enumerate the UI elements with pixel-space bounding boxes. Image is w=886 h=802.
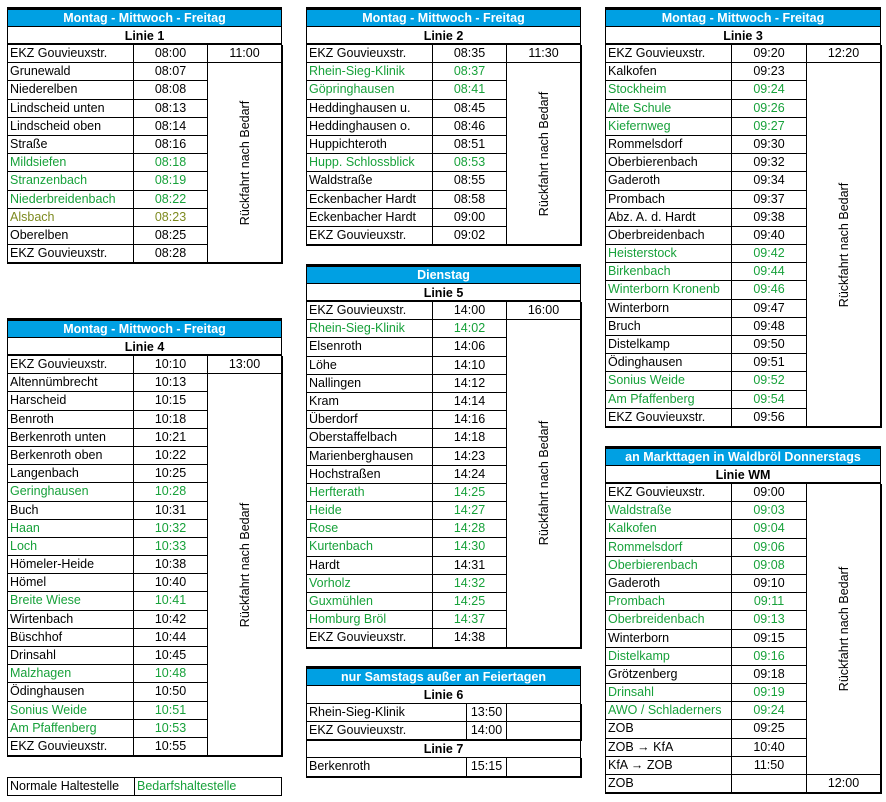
stop-name: Benroth xyxy=(7,411,133,429)
linie-5-table xyxy=(306,302,581,648)
stop-time: 09:50 xyxy=(731,336,806,354)
stop-time: 14:25 xyxy=(432,593,506,611)
stop-time: 14:37 xyxy=(432,611,506,629)
stop-name: Wirtenbach xyxy=(7,611,133,629)
return-on-demand-cell xyxy=(506,320,581,648)
return-time: 16:00 xyxy=(506,302,581,320)
stop-name: Alte Schule xyxy=(605,100,731,118)
stop-name: Vorholz xyxy=(306,575,432,593)
stop-name: Berkenroth unten xyxy=(7,429,133,447)
linie-1-title: Linie 1 xyxy=(7,27,282,45)
stop-time: 14:12 xyxy=(432,375,506,393)
stop-name: Loch xyxy=(7,538,133,556)
stop-name: Elsenroth xyxy=(306,338,432,356)
stop-name: Niederbreidenbach xyxy=(7,191,133,209)
stop-name: Kalkofen xyxy=(605,520,731,538)
return-time: 11:30 xyxy=(506,45,581,63)
stop-time: 10:48 xyxy=(133,665,207,683)
empty-cell xyxy=(506,758,581,776)
stop-name: Rommelsdorf xyxy=(605,136,731,154)
stop-name: Drinsahl xyxy=(7,647,133,665)
empty-cell xyxy=(506,722,581,740)
return-on-demand-cell xyxy=(506,63,581,245)
stop-name: Lindscheid oben xyxy=(7,118,133,136)
stop-name: Alsbach xyxy=(7,209,133,227)
stop-time: 10:21 xyxy=(133,429,207,447)
stop-name: Grötzenberg xyxy=(605,666,731,684)
stop-name: Kram xyxy=(306,393,432,411)
stop-time: 10:45 xyxy=(133,647,207,665)
empty-cell xyxy=(506,704,581,722)
stop-time: 10:33 xyxy=(133,538,207,556)
linie-4-title: Linie 4 xyxy=(7,338,282,356)
linie-1-header: Montag - Mittwoch - Freitag xyxy=(7,7,282,27)
stop-name: Malzhagen xyxy=(7,665,133,683)
stop-time: 10:53 xyxy=(133,720,207,738)
stop-time: 09:00 xyxy=(731,484,806,502)
stop-name: Marienberghausen xyxy=(306,448,432,466)
stop-time: 09:11 xyxy=(731,593,806,611)
stop-name: Herfterath xyxy=(306,484,432,502)
linie-3-title: Linie 3 xyxy=(605,27,881,45)
stop-name: EKZ Gouvieuxstr. xyxy=(605,484,731,502)
stop-time: 08:28 xyxy=(133,245,207,263)
stop-time: 14:18 xyxy=(432,429,506,447)
linie-3-block xyxy=(605,7,881,427)
linie-6-table xyxy=(306,704,581,740)
stop-name: Prombach xyxy=(605,191,731,209)
stop-name: Geringhausen xyxy=(7,483,133,501)
linie-4-table xyxy=(7,356,282,756)
stop-name: Stockheim xyxy=(605,81,731,99)
stop-time xyxy=(731,775,806,793)
stop-name: Winterborn xyxy=(605,300,731,318)
return-on-demand-text: Rückfahrt nach Bedarf xyxy=(536,421,551,546)
stop-name: Winterborn Kronenb xyxy=(605,281,731,299)
stop-time: 09:24 xyxy=(731,702,806,720)
table-row xyxy=(306,302,581,320)
stop-name: Rommelsdorf xyxy=(605,539,731,557)
stop-name: Waldstraße xyxy=(306,172,432,190)
return-on-demand-cell xyxy=(207,374,282,756)
stop-name: Ödinghausen xyxy=(605,354,731,372)
stop-name: Oberbreidenbach xyxy=(605,611,731,629)
stop-name: Gaderoth xyxy=(605,575,731,593)
stop-time: 09:10 xyxy=(731,575,806,593)
stop-time: 09:48 xyxy=(731,318,806,336)
linie-wm-block xyxy=(605,446,881,793)
stop-name: Heddinghausen o. xyxy=(306,118,432,136)
stop-time: 09:25 xyxy=(731,720,806,738)
stop-time: 14:00 xyxy=(432,302,506,320)
stop-time: 11:50 xyxy=(731,757,806,775)
stop-time: 09:38 xyxy=(731,209,806,227)
stop-name: EKZ Gouvieuxstr. xyxy=(7,45,133,63)
stop-name: Eckenbacher Hardt xyxy=(306,191,432,209)
stop-time: 09:42 xyxy=(731,245,806,263)
stop-name: Heddinghausen u. xyxy=(306,100,432,118)
stop-name: Niederelben xyxy=(7,81,133,99)
stop-time: 08:41 xyxy=(432,81,506,99)
stop-time: 10:10 xyxy=(133,356,207,374)
stop-name: Grunewald xyxy=(7,63,133,81)
stop-time: 09:46 xyxy=(731,281,806,299)
linie-5-header: Dienstag xyxy=(306,264,581,284)
stop-time: 09:54 xyxy=(731,391,806,409)
stop-name: EKZ Gouvieuxstr. xyxy=(306,629,432,647)
stop-time: 08:19 xyxy=(133,172,207,190)
stop-time: 10:18 xyxy=(133,411,207,429)
stop-time: 08:51 xyxy=(432,136,506,154)
stop-time: 09:23 xyxy=(731,63,806,81)
stop-name: Breite Wiese xyxy=(7,592,133,610)
stop-name: EKZ Gouvieuxstr. xyxy=(605,45,731,63)
stop-time: 09:37 xyxy=(731,191,806,209)
stop-name: ZOB xyxy=(605,720,731,738)
stop-name: Rhein-Sieg-Klinik xyxy=(306,320,432,338)
stop-time: 09:27 xyxy=(731,118,806,136)
stop-name: Hömel xyxy=(7,574,133,592)
stop-name: EKZ Gouvieuxstr. xyxy=(7,356,133,374)
stop-time: 09:47 xyxy=(731,300,806,318)
stop-name: Buch xyxy=(7,502,133,520)
stop-name: Büschhof xyxy=(7,629,133,647)
stop-time: 10:25 xyxy=(133,465,207,483)
return-on-demand-cell xyxy=(207,63,282,263)
stop-time: 09:32 xyxy=(731,154,806,172)
stop-name: Sonius Weide xyxy=(605,372,731,390)
stop-time: 10:42 xyxy=(133,611,207,629)
stop-name: Oberbreidenbach xyxy=(605,227,731,245)
linie-7-table xyxy=(306,758,581,776)
stop-time: 10:28 xyxy=(133,483,207,501)
stop-time: 10:15 xyxy=(133,392,207,410)
linie-4-header: Montag - Mittwoch - Freitag xyxy=(7,318,282,338)
stop-name: Göpringhausen xyxy=(306,81,432,99)
stop-time: 09:51 xyxy=(731,354,806,372)
stop-time: 14:23 xyxy=(432,448,506,466)
stop-name: Hupp. Schlossblick xyxy=(306,154,432,172)
stop-time: 09:34 xyxy=(731,172,806,190)
stop-name: Gaderoth xyxy=(605,172,731,190)
linie-1-block xyxy=(7,7,282,263)
linie-6-title: Linie 6 xyxy=(306,686,581,704)
return-on-demand-cell xyxy=(806,484,881,775)
stop-time: 09:24 xyxy=(731,81,806,99)
stop-name: Berkenroth oben xyxy=(7,447,133,465)
stop-name: Distelkamp xyxy=(605,336,731,354)
stop-name: Löhe xyxy=(306,357,432,375)
stop-time: 09:15 xyxy=(731,630,806,648)
stop-time: 08:14 xyxy=(133,118,207,136)
linie-3-table xyxy=(605,45,881,427)
stop-time: 08:53 xyxy=(432,154,506,172)
stop-time: 08:25 xyxy=(133,227,207,245)
linie-wm-header: an Markttagen in Waldbröl Donnerstags xyxy=(605,446,881,466)
stop-time: 09:02 xyxy=(432,227,506,245)
stop-name: Berkenroth xyxy=(306,758,466,776)
stop-time: 14:14 xyxy=(432,393,506,411)
stop-name: EKZ Gouvieuxstr. xyxy=(7,738,133,756)
stop-name: Kurtenbach xyxy=(306,538,432,556)
stop-time: 14:24 xyxy=(432,466,506,484)
stop-time: 10:31 xyxy=(133,502,207,520)
stop-time: 09:00 xyxy=(432,209,506,227)
stop-time: 10:40 xyxy=(133,574,207,592)
linie-7-title: Linie 7 xyxy=(306,740,581,758)
stop-name: Rhein-Sieg-Klinik xyxy=(306,63,432,81)
linie-5-block xyxy=(306,264,581,648)
return-time: 12:00 xyxy=(806,775,881,793)
stop-time: 08:07 xyxy=(133,63,207,81)
table-row xyxy=(605,775,881,793)
stop-time: 14:32 xyxy=(432,575,506,593)
stop-name: Oberelben xyxy=(7,227,133,245)
stop-name: Sonius Weide xyxy=(7,702,133,720)
stop-name: Hömeler-Heide xyxy=(7,556,133,574)
return-on-demand-text: Rückfahrt nach Bedarf xyxy=(836,566,851,692)
return-time: 12:20 xyxy=(806,45,881,63)
return-time: 13:00 xyxy=(207,356,282,374)
stop-name: Bruch xyxy=(605,318,731,336)
return-on-demand-text: Rückfahrt nach Bedarf xyxy=(237,100,252,225)
stop-name: Oberstaffelbach xyxy=(306,429,432,447)
table-row xyxy=(306,722,581,740)
stop-time: 14:02 xyxy=(432,320,506,338)
samstag-header: nur Samstags außer an Feiertagen xyxy=(306,666,581,686)
stop-time: 10:44 xyxy=(133,629,207,647)
stop-time: 09:04 xyxy=(731,520,806,538)
stop-time: 10:13 xyxy=(133,374,207,392)
stop-name: Distelkamp xyxy=(605,648,731,666)
legend-bedarf: Bedarfshaltestelle xyxy=(134,778,236,795)
stop-name: Ödinghausen xyxy=(7,683,133,701)
table-row xyxy=(605,45,881,63)
legend xyxy=(7,777,282,796)
stop-time: 09:03 xyxy=(731,502,806,520)
stop-time: 10:40 xyxy=(731,739,806,757)
stop-name: Am Pfaffenberg xyxy=(605,391,731,409)
stop-name: Nallingen xyxy=(306,375,432,393)
stop-time: 14:06 xyxy=(432,338,506,356)
stop-time: 08:16 xyxy=(133,136,207,154)
stop-name: Hochstraßen xyxy=(306,466,432,484)
return-on-demand-cell xyxy=(806,63,881,427)
linie-3-header: Montag - Mittwoch - Freitag xyxy=(605,7,881,27)
linie-2-block xyxy=(306,7,581,245)
stop-name: Harscheid xyxy=(7,392,133,410)
stop-time: 08:08 xyxy=(133,81,207,99)
stop-name: EKZ Gouvieuxstr. xyxy=(7,245,133,263)
stop-name: Guxmühlen xyxy=(306,593,432,611)
samstag-block xyxy=(306,666,581,777)
stop-time: 10:32 xyxy=(133,520,207,538)
stop-time: 09:30 xyxy=(731,136,806,154)
return-time: 11:00 xyxy=(207,45,282,63)
stop-name: EKZ Gouvieuxstr. xyxy=(306,302,432,320)
stop-time: 09:40 xyxy=(731,227,806,245)
stop-name: Birkenbach xyxy=(605,263,731,281)
table-row xyxy=(7,356,282,374)
stop-time: 14:10 xyxy=(432,357,506,375)
stop-name: Waldstraße xyxy=(605,502,731,520)
stop-time: 08:23 xyxy=(133,209,207,227)
stop-name: Rhein-Sieg-Klinik xyxy=(306,704,466,722)
stop-name: Heide xyxy=(306,502,432,520)
legend-normal: Normale Haltestelle xyxy=(10,779,120,793)
stop-name: Oberbierenbach xyxy=(605,557,731,575)
stop-name: Haan xyxy=(7,520,133,538)
stop-time: 14:31 xyxy=(432,557,506,575)
stop-name: ZOB → KfA xyxy=(605,739,731,757)
stop-time: 09:13 xyxy=(731,611,806,629)
return-on-demand-text: Rückfahrt nach Bedarf xyxy=(536,91,551,216)
stop-time: 09:56 xyxy=(731,409,806,427)
stop-name: EKZ Gouvieuxstr. xyxy=(605,409,731,427)
stop-name: EKZ Gouvieuxstr. xyxy=(306,45,432,63)
stop-time: 09:26 xyxy=(731,100,806,118)
stop-name: KfA → ZOB xyxy=(605,757,731,775)
stop-time: 14:28 xyxy=(432,520,506,538)
stop-time: 10:55 xyxy=(133,738,207,756)
linie-wm-title: Linie WM xyxy=(605,466,881,484)
stop-name: Eckenbacher Hardt xyxy=(306,209,432,227)
stop-time: 09:44 xyxy=(731,263,806,281)
stop-time: 08:22 xyxy=(133,191,207,209)
stop-time: 10:51 xyxy=(133,702,207,720)
stop-time: 13:50 xyxy=(466,704,506,722)
return-on-demand-text: Rückfahrt nach Bedarf xyxy=(836,182,851,307)
stop-name: Am Pfaffenberg xyxy=(7,720,133,738)
table-row xyxy=(306,45,581,63)
stop-name: EKZ Gouvieuxstr. xyxy=(306,227,432,245)
stop-name: Hardt xyxy=(306,557,432,575)
linie-2-header: Montag - Mittwoch - Freitag xyxy=(306,7,581,27)
stop-time: 10:41 xyxy=(133,592,207,610)
stop-time: 08:13 xyxy=(133,100,207,118)
stop-time: 10:38 xyxy=(133,556,207,574)
stop-time: 09:16 xyxy=(731,648,806,666)
linie-1-table xyxy=(7,45,282,263)
stop-name: Mildsiefen xyxy=(7,154,133,172)
stop-time: 09:52 xyxy=(731,372,806,390)
stop-name: Überdorf xyxy=(306,411,432,429)
stop-name: Kalkofen xyxy=(605,63,731,81)
stop-time: 08:46 xyxy=(432,118,506,136)
stop-name: Stranzenbach xyxy=(7,172,133,190)
linie-4-block xyxy=(7,318,282,756)
stop-name: Kiefernweg xyxy=(605,118,731,136)
stop-time: 08:35 xyxy=(432,45,506,63)
stop-name: Huppichteroth xyxy=(306,136,432,154)
stop-name: Abz. A. d. Hardt xyxy=(605,209,731,227)
stop-time: 08:18 xyxy=(133,154,207,172)
stop-time: 14:38 xyxy=(432,629,506,647)
stop-time: 14:00 xyxy=(466,722,506,740)
stop-name: Straße xyxy=(7,136,133,154)
stop-name: ZOB xyxy=(605,775,731,793)
stop-time: 09:06 xyxy=(731,539,806,557)
stop-name: Drinsahl xyxy=(605,684,731,702)
stop-time: 14:25 xyxy=(432,484,506,502)
stop-name: Rose xyxy=(306,520,432,538)
stop-time: 09:08 xyxy=(731,557,806,575)
stop-time: 08:58 xyxy=(432,191,506,209)
stop-time: 14:30 xyxy=(432,538,506,556)
stop-name: Altennümbrecht xyxy=(7,374,133,392)
stop-time: 08:37 xyxy=(432,63,506,81)
linie-5-title: Linie 5 xyxy=(306,284,581,302)
linie-wm-table xyxy=(605,484,881,793)
table-row xyxy=(306,758,581,776)
stop-time: 15:15 xyxy=(466,758,506,776)
stop-time: 09:18 xyxy=(731,666,806,684)
linie-2-table xyxy=(306,45,581,245)
stop-name: Langenbach xyxy=(7,465,133,483)
stop-time: 08:55 xyxy=(432,172,506,190)
stop-name: Homburg Bröl xyxy=(306,611,432,629)
stop-time: 14:16 xyxy=(432,411,506,429)
return-on-demand-text: Rückfahrt nach Bedarf xyxy=(237,502,252,627)
stop-name: Winterborn xyxy=(605,630,731,648)
stop-time: 09:19 xyxy=(731,684,806,702)
stop-name: EKZ Gouvieuxstr. xyxy=(306,722,466,740)
stop-name: Lindscheid unten xyxy=(7,100,133,118)
stop-name: AWO / Schladerners xyxy=(605,702,731,720)
stop-name: Oberbierenbach xyxy=(605,154,731,172)
stop-name: Prombach xyxy=(605,593,731,611)
stop-time: 14:27 xyxy=(432,502,506,520)
stop-time: 10:22 xyxy=(133,447,207,465)
table-row xyxy=(306,704,581,722)
stop-time: 10:50 xyxy=(133,683,207,701)
stop-name: Heisterstock xyxy=(605,245,731,263)
stop-time: 08:00 xyxy=(133,45,207,63)
stop-time: 09:20 xyxy=(731,45,806,63)
table-row xyxy=(7,45,282,63)
linie-2-title: Linie 2 xyxy=(306,27,581,45)
stop-time: 08:45 xyxy=(432,100,506,118)
